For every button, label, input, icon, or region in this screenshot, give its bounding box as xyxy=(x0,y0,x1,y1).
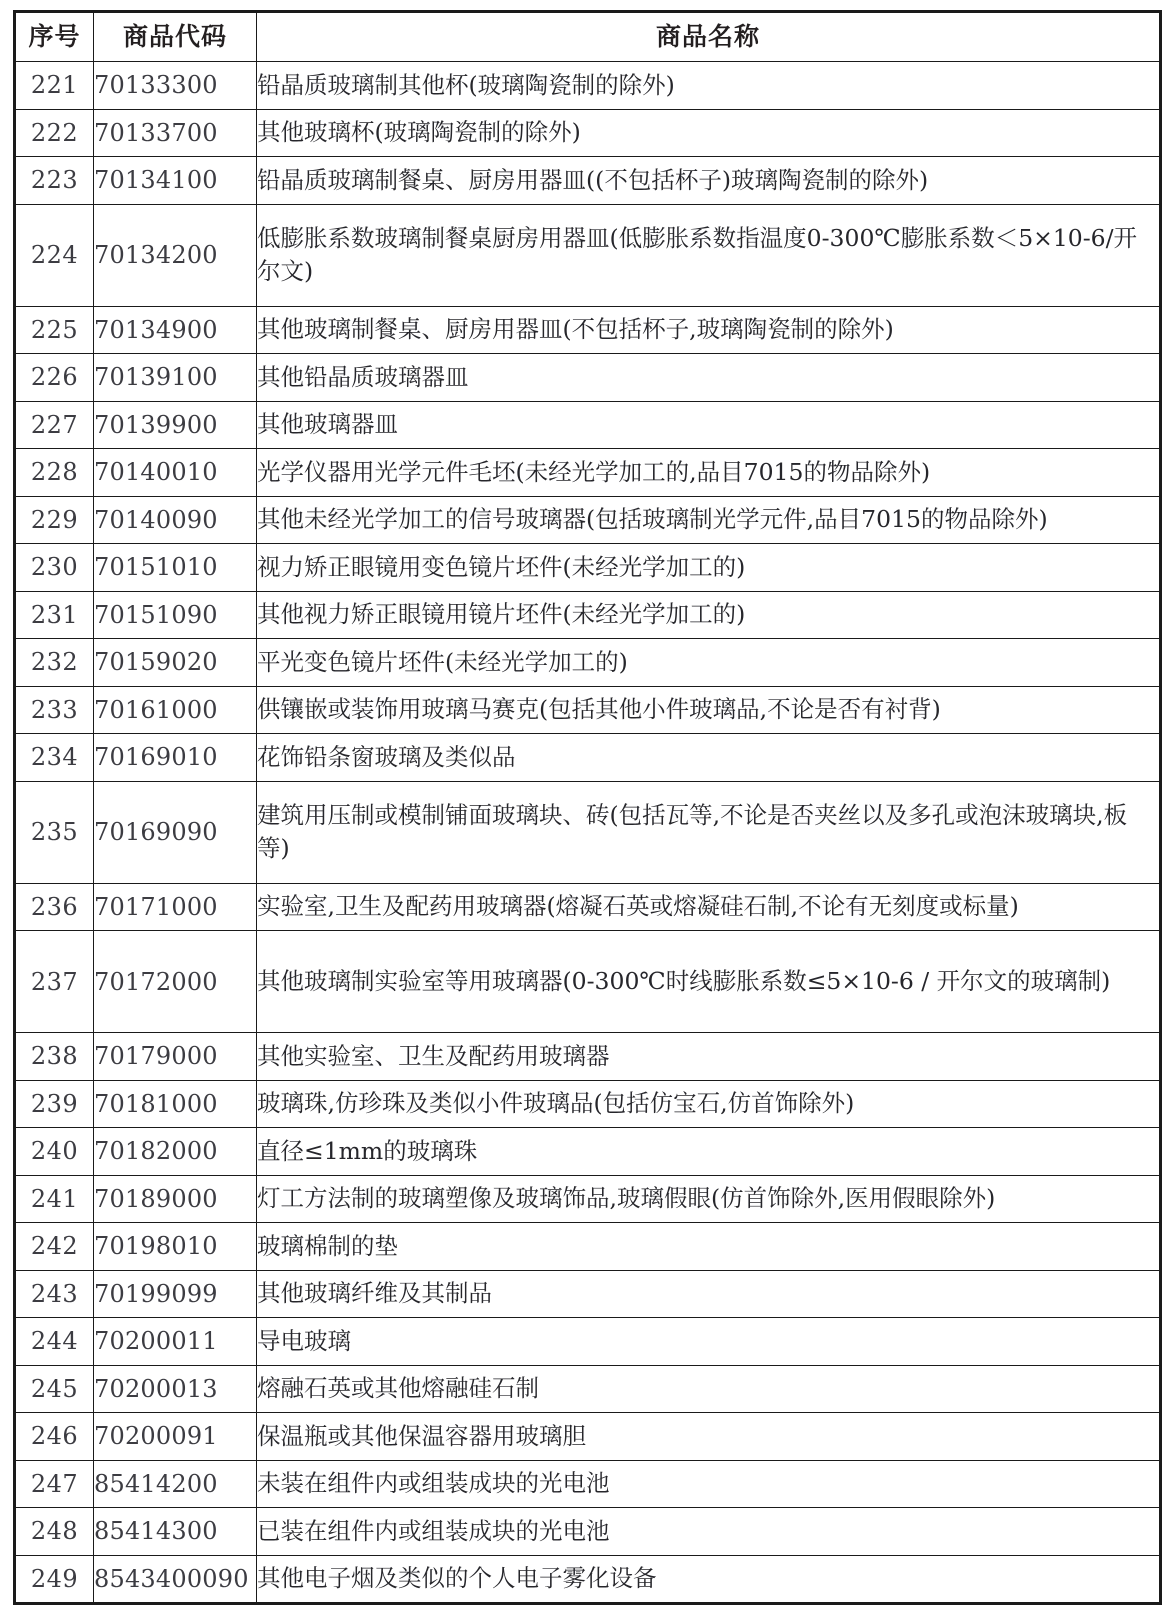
cell-seq: 221 xyxy=(15,62,94,110)
cell-product-name: 实验室,卫生及配药用玻璃器(熔凝石英或熔凝硅石制,不论有无刻度或标量) xyxy=(257,883,1161,931)
cell-product-name: 其他未经光学加工的信号玻璃器(包括玻璃制光学元件,品目7015的物品除外) xyxy=(257,496,1161,544)
table-row xyxy=(15,1223,1161,1271)
table-row xyxy=(15,1413,1161,1461)
table-body xyxy=(15,62,1161,1604)
table-row xyxy=(15,1460,1161,1508)
cell-seq: 239 xyxy=(15,1080,94,1128)
table-row xyxy=(15,449,1161,497)
cell-product-name: 灯工方法制的玻璃塑像及玻璃饰品,玻璃假眼(仿首饰除外,医用假眼除外) xyxy=(257,1175,1161,1223)
table-header xyxy=(15,12,1161,62)
cell-product-code: 70134100 xyxy=(94,157,257,205)
cell-product-code: 70133700 xyxy=(94,109,257,157)
cell-seq: 233 xyxy=(15,686,94,734)
cell-seq: 241 xyxy=(15,1175,94,1223)
cell-product-code: 70189000 xyxy=(94,1175,257,1223)
table-row xyxy=(15,306,1161,354)
cell-product-name: 低膨胀系数玻璃制餐桌厨房用器皿(低膨胀系数指温度0-300℃膨胀系数＜5×10-6/开尔文) xyxy=(257,204,1161,306)
table-row xyxy=(15,591,1161,639)
cell-product-name: 建筑用压制或模制铺面玻璃块、砖(包括瓦等,不论是否夹丝以及多孔或泡沫玻璃块,板等) xyxy=(257,781,1161,883)
cell-product-name: 玻璃珠,仿珍珠及类似小件玻璃品(包括仿宝石,仿首饰除外) xyxy=(257,1080,1161,1128)
table-row xyxy=(15,639,1161,687)
cell-product-name: 已装在组件内或组装成块的光电池 xyxy=(257,1508,1161,1556)
cell-seq: 232 xyxy=(15,639,94,687)
cell-product-code: 70139100 xyxy=(94,354,257,402)
cell-product-code: 8543400090 xyxy=(94,1555,257,1604)
cell-product-code: 70140090 xyxy=(94,496,257,544)
cell-product-name: 其他玻璃杯(玻璃陶瓷制的除外) xyxy=(257,109,1161,157)
table-row xyxy=(15,1033,1161,1081)
cell-product-name: 其他玻璃制实验室等用玻璃器(0-300℃时线膨胀系数≤5×10-6 / 开尔文的玻璃制) xyxy=(257,931,1161,1033)
table-row xyxy=(15,1555,1161,1604)
table-row xyxy=(15,496,1161,544)
cell-product-name: 其他玻璃纤维及其制品 xyxy=(257,1270,1161,1318)
table-row xyxy=(15,401,1161,449)
table-row xyxy=(15,1128,1161,1176)
cell-seq: 234 xyxy=(15,734,94,782)
cell-product-code: 70151090 xyxy=(94,591,257,639)
cell-seq: 235 xyxy=(15,781,94,883)
cell-product-code: 85414200 xyxy=(94,1460,257,1508)
cell-product-name: 未装在组件内或组装成块的光电池 xyxy=(257,1460,1161,1508)
cell-product-name: 玻璃棉制的垫 xyxy=(257,1223,1161,1271)
goods-table xyxy=(13,10,1162,1605)
cell-product-code: 70181000 xyxy=(94,1080,257,1128)
cell-seq: 244 xyxy=(15,1318,94,1366)
cell-product-code: 70200091 xyxy=(94,1413,257,1461)
cell-product-name: 导电玻璃 xyxy=(257,1318,1161,1366)
cell-product-name: 保温瓶或其他保温容器用玻璃胆 xyxy=(257,1413,1161,1461)
cell-product-name: 供镶嵌或装饰用玻璃马赛克(包括其他小件玻璃品,不论是否有衬背) xyxy=(257,686,1161,734)
cell-seq: 224 xyxy=(15,204,94,306)
cell-product-code: 70151010 xyxy=(94,544,257,592)
cell-product-name: 其他视力矫正眼镜用镜片坯件(未经光学加工的) xyxy=(257,591,1161,639)
cell-seq: 222 xyxy=(15,109,94,157)
cell-seq: 223 xyxy=(15,157,94,205)
cell-product-code: 70171000 xyxy=(94,883,257,931)
cell-product-code: 70140010 xyxy=(94,449,257,497)
cell-product-code: 70133300 xyxy=(94,62,257,110)
table-row xyxy=(15,1365,1161,1413)
cell-product-code: 70161000 xyxy=(94,686,257,734)
table-row xyxy=(15,62,1161,110)
cell-product-name: 其他电子烟及类似的个人电子雾化设备 xyxy=(257,1555,1161,1604)
table-row xyxy=(15,1508,1161,1556)
table-row xyxy=(15,157,1161,205)
cell-seq: 247 xyxy=(15,1460,94,1508)
column-header-name: 商品名称 xyxy=(257,12,1161,62)
cell-seq: 229 xyxy=(15,496,94,544)
cell-seq: 245 xyxy=(15,1365,94,1413)
cell-product-name: 铅晶质玻璃制餐桌、厨房用器皿((不包括杯子)玻璃陶瓷制的除外) xyxy=(257,157,1161,205)
cell-product-name: 其他玻璃制餐桌、厨房用器皿(不包括杯子,玻璃陶瓷制的除外) xyxy=(257,306,1161,354)
cell-product-code: 70172000 xyxy=(94,931,257,1033)
cell-product-name: 平光变色镜片坯件(未经光学加工的) xyxy=(257,639,1161,687)
cell-product-name: 光学仪器用光学元件毛坯(未经光学加工的,品目7015的物品除外) xyxy=(257,449,1161,497)
cell-seq: 227 xyxy=(15,401,94,449)
cell-seq: 231 xyxy=(15,591,94,639)
cell-seq: 226 xyxy=(15,354,94,402)
cell-product-code: 85414300 xyxy=(94,1508,257,1556)
cell-product-code: 70179000 xyxy=(94,1033,257,1081)
table-row xyxy=(15,1318,1161,1366)
cell-product-name: 其他实验室、卫生及配药用玻璃器 xyxy=(257,1033,1161,1081)
column-header-seq: 序号 xyxy=(15,12,94,62)
table-row xyxy=(15,109,1161,157)
cell-seq: 238 xyxy=(15,1033,94,1081)
cell-seq: 236 xyxy=(15,883,94,931)
cell-product-code: 70134200 xyxy=(94,204,257,306)
cell-product-name: 其他玻璃器皿 xyxy=(257,401,1161,449)
cell-seq: 240 xyxy=(15,1128,94,1176)
cell-product-code: 70169090 xyxy=(94,781,257,883)
cell-product-name: 视力矫正眼镜用变色镜片坯件(未经光学加工的) xyxy=(257,544,1161,592)
cell-product-code: 70139900 xyxy=(94,401,257,449)
cell-product-code: 70182000 xyxy=(94,1128,257,1176)
table-row xyxy=(15,781,1161,883)
table-row xyxy=(15,931,1161,1033)
cell-seq: 225 xyxy=(15,306,94,354)
column-header-code: 商品代码 xyxy=(94,12,257,62)
cell-seq: 230 xyxy=(15,544,94,592)
table-row xyxy=(15,883,1161,931)
table-row xyxy=(15,1175,1161,1223)
table-row xyxy=(15,734,1161,782)
cell-seq: 249 xyxy=(15,1555,94,1604)
table-row xyxy=(15,204,1161,306)
cell-seq: 237 xyxy=(15,931,94,1033)
table-row xyxy=(15,686,1161,734)
cell-seq: 242 xyxy=(15,1223,94,1271)
cell-product-code: 70198010 xyxy=(94,1223,257,1271)
cell-seq: 246 xyxy=(15,1413,94,1461)
cell-product-code: 70159020 xyxy=(94,639,257,687)
cell-product-name: 熔融石英或其他熔融硅石制 xyxy=(257,1365,1161,1413)
table-row xyxy=(15,354,1161,402)
cell-product-name: 铅晶质玻璃制其他杯(玻璃陶瓷制的除外) xyxy=(257,62,1161,110)
cell-seq: 248 xyxy=(15,1508,94,1556)
cell-product-code: 70199099 xyxy=(94,1270,257,1318)
cell-product-code: 70200011 xyxy=(94,1318,257,1366)
table-row xyxy=(15,1080,1161,1128)
header-row xyxy=(15,12,1161,62)
cell-product-name: 其他铅晶质玻璃器皿 xyxy=(257,354,1161,402)
cell-seq: 243 xyxy=(15,1270,94,1318)
cell-product-name: 直径≤1mm的玻璃珠 xyxy=(257,1128,1161,1176)
cell-product-code: 70169010 xyxy=(94,734,257,782)
table-row xyxy=(15,544,1161,592)
cell-product-code: 70134900 xyxy=(94,306,257,354)
table-row xyxy=(15,1270,1161,1318)
cell-product-name: 花饰铅条窗玻璃及类似品 xyxy=(257,734,1161,782)
cell-seq: 228 xyxy=(15,449,94,497)
cell-product-code: 70200013 xyxy=(94,1365,257,1413)
